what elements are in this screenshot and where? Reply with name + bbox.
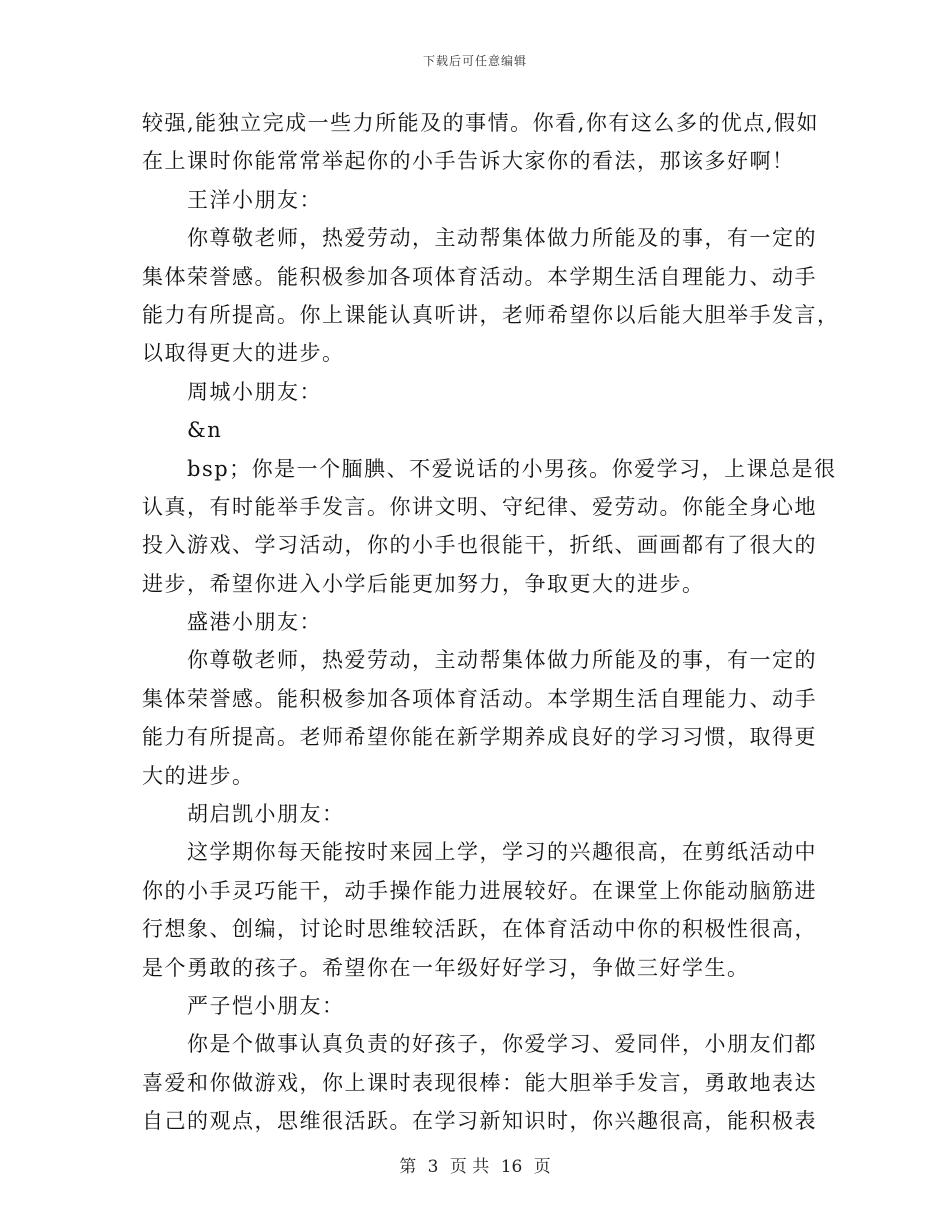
- text-line: 严子恺小朋友：: [187, 993, 345, 1018]
- text-line: 盛港小朋友：: [187, 610, 322, 635]
- page-footer: [0, 1152, 950, 1177]
- page-header: 下载后可任意编辑: [422, 54, 527, 68]
- document-body: [142, 104, 840, 1141]
- text-line: 行想象、创编，讨论时思维较活跃，在体育活动中你的积极性很高，: [142, 917, 817, 942]
- text-line: 你是个做事认真负责的好孩子，你爱学习、爱同伴，小朋友们都: [187, 1032, 817, 1057]
- text-line: 自己的观点，思维很活跃。在学习新知识时，你兴趣很高，能积极表: [142, 1109, 817, 1134]
- text-line: 胡启凯小朋友：: [187, 802, 345, 827]
- text-line: 以取得更大的进步。: [142, 341, 345, 366]
- text-line: 能力有所提高。你上课能认真听讲，老师希望你以后能大胆举手发言，: [142, 302, 840, 327]
- text-line: &n: [187, 418, 223, 443]
- text-line: 集体荣誉感。能积极参加各项体育活动。本学期生活自理能力、动手: [142, 686, 817, 711]
- text-line: bsp；你是一个腼腆、不爱说话的小男孩。你爱学习，上课总是很: [187, 456, 837, 481]
- footer-total-pages: 16: [500, 1157, 523, 1177]
- text-line: 你尊敬老师，热爱劳动，主动帮集体做力所能及的事，有一定的: [187, 648, 817, 673]
- text-line: 认真，有时能举手发言。你讲文明、守纪律、爱劳动。你能全身心地: [142, 494, 817, 519]
- text-line: 进步，希望你进入小学后能更加努力，争取更大的进步。: [142, 571, 705, 596]
- text-line: 周城小朋友：: [187, 379, 322, 404]
- text-line: 王洋小朋友：: [187, 187, 322, 212]
- footer-prefix: 第: [399, 1157, 417, 1177]
- text-line: 集体荣誉感。能积极参加各项体育活动。本学期生活自理能力、动手: [142, 264, 817, 289]
- text-line: 较强,能独立完成一些力所能及的事情。你看,你有这么多的优点,假如: [142, 111, 820, 135]
- text-line: 在上课时你能常常举起你的小手告诉大家你的看法，那该多好啊！: [142, 149, 795, 174]
- text-line: 喜爱和你做游戏，你上课时表现很棒：能大胆举手发言，勇敢地表达: [142, 1070, 817, 1095]
- footer-middle: 页 共: [449, 1157, 490, 1177]
- text-line: 你的小手灵巧能干，动手操作能力进展较好。在课堂上你能动脑筋进: [142, 878, 817, 903]
- text-line: 大的进步。: [142, 763, 255, 788]
- text-line: 是个勇敢的孩子。希望你在一年级好好学习，争做三好学生。: [142, 955, 750, 980]
- text-line: 能力有所提高。老师希望你能在新学期养成良好的学习习惯，取得更: [142, 725, 817, 750]
- footer-page-number: 3: [427, 1157, 439, 1177]
- text-line: 这学期你每天能按时来园上学，学习的兴趣很高，在剪纸活动中: [187, 840, 817, 865]
- text-line: 投入游戏、学习活动，你的小手也很能干，折纸、画画都有了很大的: [142, 533, 817, 558]
- footer-suffix: 页: [533, 1157, 551, 1177]
- text-line: 你尊敬老师，热爱劳动，主动帮集体做力所能及的事，有一定的: [187, 226, 817, 251]
